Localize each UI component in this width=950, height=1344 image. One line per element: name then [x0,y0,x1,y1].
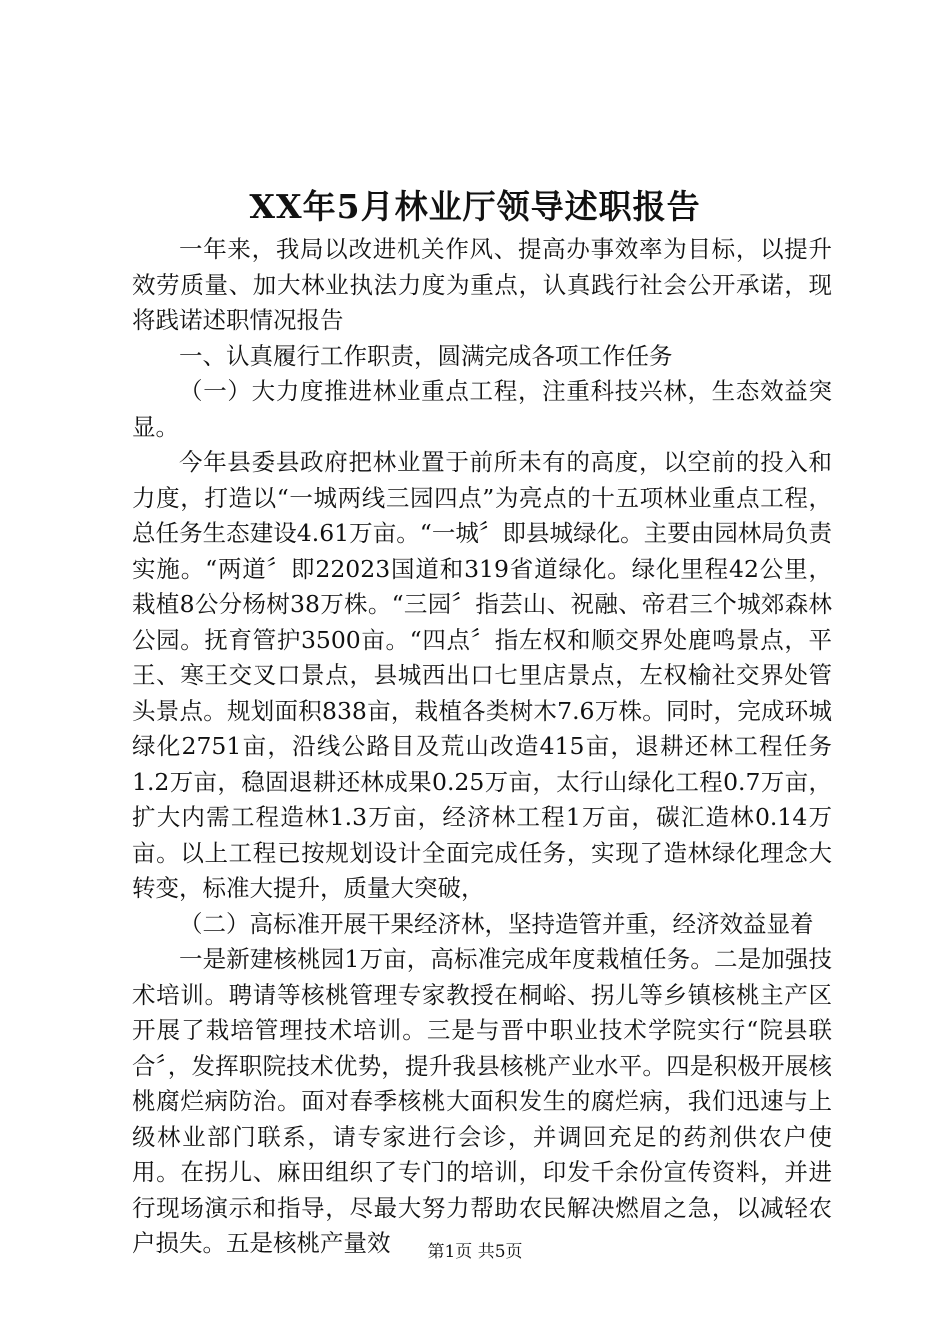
paragraph-intro: 一年来，我局以改进机关作风、提高办事效率为目标，以提升效劳质量、加大林业执法力度为重点，认真践行社会公开承诺，现将践诺述职情况报告 [132,235,832,334]
paragraph-key-projects: 今年县委县政府把林业置于前所未有的高度，以空前的投入和力度，打造以“一城两线三园四点”为亮点的十五项林业重点工程，总任务生态建设4.61万亩。“一城〞即县城绿化。主要由园林局负责实施。“两道〞即22023国道和319省道绿化。绿化里程42公里，栽植8公分杨树38万株。“三园〞指芸山、祝融、帝君三个城郊森林公园。抚育管护3500亩。“四点〞指左权和顺交界处鹿鸣景点，平王、寒王交叉口景点，县城西出口七里店景点，左权榆社交界处管头景点。规划面积838亩，栽植各类树木7.6万株。同时，完成环城绿化2751亩，沿线公路目及荒山改造415亩，退耕还林工程任务1.2万亩，稳固退耕还林成果0.25万亩，太行山绿化工程0.7万亩，扩大内需工程造林1.3万亩，经济林工程1万亩，碳汇造林0.14万亩。以上工程已按规划设计全面完成任务，实现了造林绿化理念大转变，标准大提升，质量大突破， [132,448,832,902]
document-body [132,232,832,1262]
subsection-heading-1: （一）大力度推进林业重点工程，注重科技兴林，生态效益突显。 [132,377,832,441]
section-heading-1: 一、认真履行工作职责，圆满完成各项工作任务 [179,341,673,370]
document-title: XX年5月林业厅领导述职报告 [249,187,701,226]
page-footer: 第1页 共5页 [427,1242,523,1262]
subsection-heading-2: （二）高标准开展干果经济林，坚持造管并重，经济效益显着 [179,909,814,938]
paragraph-walnut: 一是新建核桃园1万亩，高标准完成年度栽植任务。二是加强技术培训。聘请等核桃管理专家教授在桐峪、拐儿等乡镇核桃主产区开展了栽培管理技术培训。三是与晋中职业技术学院实行“院县联合〞，发挥职院技术优势，提升我县核桃产业水平。四是积极开展核桃腐烂病防治。面对春季核桃大面积发生的腐烂病，我们迅速与上级林业部门联系，请专家进行会诊，并调回充足的药剂供农户使用。在拐儿、麻田组织了专门的培训，印发千余份宣传资料，并进行现场演示和指导，尽最大努力帮助农民解决燃眉之急，以减轻农户损失。五是核桃产量效 [132,945,832,1257]
